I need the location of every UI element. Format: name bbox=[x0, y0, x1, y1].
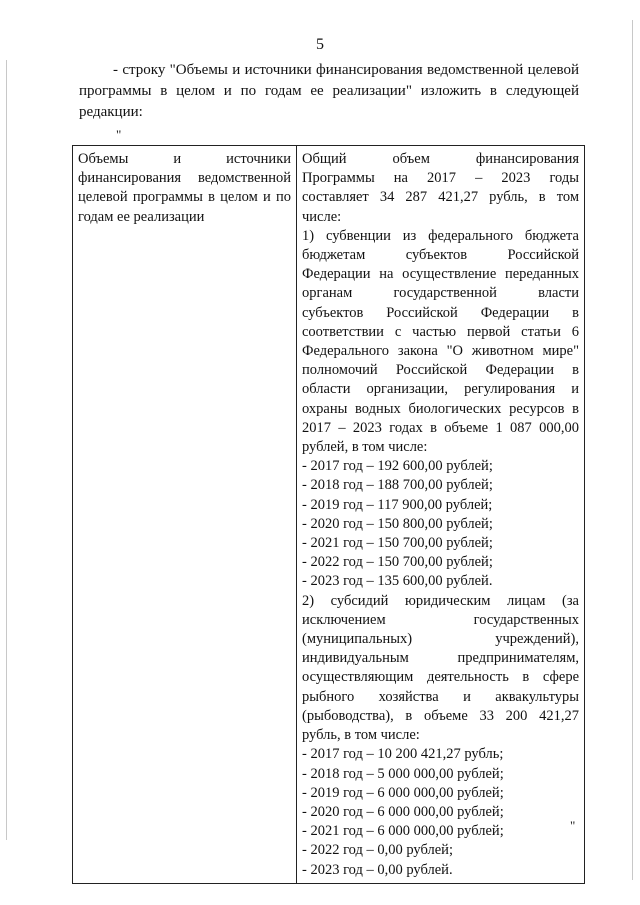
table-left-cell: Объемы и источники финансирования ведомственной целевой программы в целом и по годам ее реализации bbox=[73, 146, 297, 884]
text-line: 1) субвенции из федерального бюджета bbox=[302, 227, 579, 244]
list-item: - 2018 год – 188 700,00 рублей; bbox=[302, 477, 493, 494]
list-item: - 2017 год – 10 200 421,27 рубль; bbox=[302, 746, 504, 763]
text-line: рыбного хозяйства и аквакультуры bbox=[302, 688, 579, 705]
list-item: - 2023 год – 135 600,00 рублей. bbox=[302, 573, 493, 590]
intro-paragraph: - строку "Объемы и источники финансирования ведомственной целевой программы в целом и по годам ее реализации" изложить в следующей редакции: bbox=[79, 62, 579, 120]
list-item: - 2022 год – 150 700,00 рублей; bbox=[302, 554, 493, 571]
page-number: 5 bbox=[316, 36, 324, 53]
text-line: области организации, регулирования и bbox=[302, 381, 579, 398]
subsidies-block bbox=[302, 592, 579, 746]
text-line: Общий объем финансирования bbox=[302, 151, 579, 167]
text-line: рублей, в том числе: bbox=[302, 439, 428, 456]
list-item: - 2018 год – 5 000 000,00 рублей; bbox=[302, 765, 504, 782]
scan-edge-mark-right bbox=[632, 20, 633, 880]
list-item: - 2023 год – 0,00 рублей. bbox=[302, 861, 453, 878]
text-line: бюджетам субъектов Российской bbox=[302, 247, 579, 264]
text-line: осуществляющим деятельность в сфере bbox=[302, 669, 579, 686]
text-line: Федерального закона "О животном мире" bbox=[302, 343, 579, 360]
list-item: - 2021 год – 6 000 000,00 рублей; bbox=[302, 823, 504, 840]
financing-table bbox=[72, 145, 585, 884]
text-line: полномочий Российской Федерации в bbox=[302, 362, 579, 379]
list-item: - 2017 год – 192 600,00 рублей; bbox=[302, 458, 493, 475]
text-line: исключением государственных bbox=[302, 611, 579, 628]
text-line: рубль, в том числе: bbox=[302, 727, 420, 744]
text-line: числе: bbox=[302, 208, 342, 225]
list-item: - 2021 год – 150 700,00 рублей; bbox=[302, 535, 493, 552]
text-line: Федерации на осуществление переданных bbox=[302, 266, 579, 283]
text-line: субъектов Российской Федерации в bbox=[302, 304, 579, 321]
text-line: органам государственной власти bbox=[302, 285, 579, 302]
table-row bbox=[73, 146, 585, 884]
total-financing-block bbox=[302, 150, 579, 227]
closing-quote-mark: " bbox=[570, 818, 576, 833]
text-line: индивидуальным предпринимателям, bbox=[302, 650, 579, 667]
list-item: - 2019 год – 6 000 000,00 рублей; bbox=[302, 784, 504, 801]
text-line: (муниципальных) учреждений), bbox=[302, 631, 579, 648]
table-right-cell bbox=[297, 146, 585, 884]
text-line: 2017 – 2023 годах в объеме 1 087 000,00 bbox=[302, 419, 579, 436]
subsidies-yearly-list bbox=[302, 745, 579, 879]
subventions-block bbox=[302, 227, 579, 457]
list-item: - 2019 год – 117 900,00 рублей; bbox=[302, 496, 493, 513]
text-line: 2) субсидий юридическим лицам (за bbox=[302, 592, 579, 609]
text-line: составляет 34 287 421,27 рубль, в том bbox=[302, 189, 579, 206]
opening-quote-mark: " bbox=[116, 127, 122, 142]
scan-edge-mark-left bbox=[6, 60, 7, 840]
subventions-yearly-list bbox=[302, 457, 579, 591]
text-line: (рыбоводства), в объеме 33 200 421,27 bbox=[302, 707, 579, 724]
text-line: соответствии с частью первой статьи 6 bbox=[302, 323, 579, 340]
list-item: - 2020 год – 6 000 000,00 рублей; bbox=[302, 803, 504, 820]
text-line: охраны водных биологических ресурсов в bbox=[302, 400, 579, 417]
list-item: - 2020 год – 150 800,00 рублей; bbox=[302, 515, 493, 532]
list-item: - 2022 год – 0,00 рублей; bbox=[302, 842, 453, 859]
text-line: Программы на 2017 – 2023 годы bbox=[302, 170, 579, 187]
